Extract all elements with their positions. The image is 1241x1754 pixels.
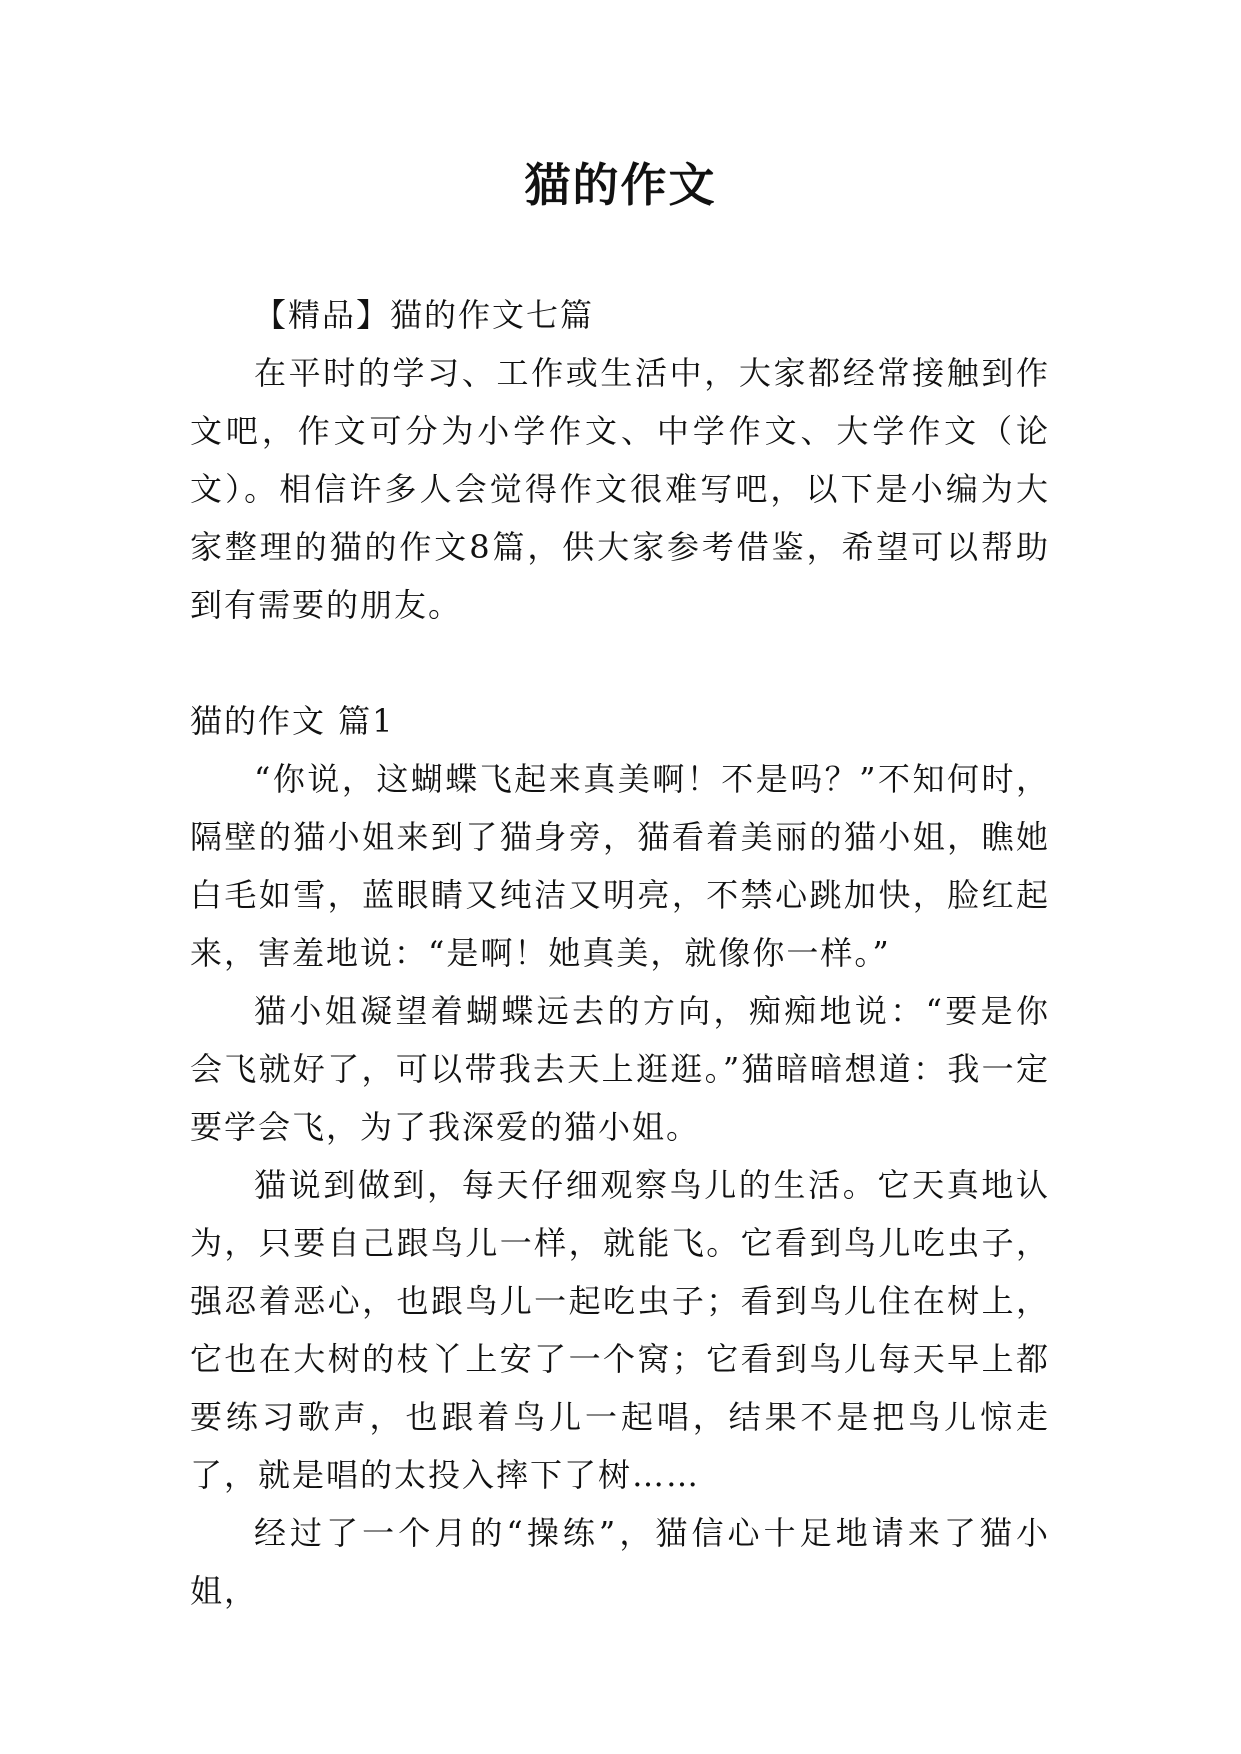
- body-paragraph: 经过了一个月的“操练”，猫信心十足地请来了猫小姐，: [190, 1514, 1050, 1610]
- body-paragraph: “你说，这蝴蝶飞起来真美啊！不是吗？”不知何时，隔壁的猫小姐来到了猫身旁，猫看着美丽的猫小姐，瞧她白毛如雪，蓝眼睛又纯洁又明亮，不禁心跳加快，脸红起来，害羞地说：“是啊！她真美，就像你一样。”: [190, 760, 1050, 972]
- body-paragraph: 猫小姐凝望着蝴蝶远去的方向，痴痴地说：“要是你会飞就好了，可以带我去天上逛逛。”猫暗暗想道：我一定要学会飞，为了我深爱的猫小姐。: [190, 992, 1050, 1146]
- intro-paragraph: 在平时的学习、工作或生活中，大家都经常接触到作文吧，作文可分为小学作文、中学作文、大学作文（论文）。相信许多人会觉得作文很难写吧，以下是小编为大家整理的猫的作文8篇，供大家参考借鉴，希望可以帮助到有需要的朋友。: [190, 354, 1050, 624]
- document-title: 猫的作文: [524, 158, 717, 212]
- body-paragraph: 猫说到做到，每天仔细观察鸟儿的生活。它天真地认为，只要自己跟鸟儿一样，就能飞。它看到鸟儿吃虫子，强忍着恶心，也跟鸟儿一起吃虫子；看到鸟儿住在树上，它也在大树的枝丫上安了一个窝；它看到鸟儿每天早上都要练习歌声，也跟着鸟儿一起唱，结果不是把鸟儿惊走了，就是唱的太投入摔下了树……: [190, 1166, 1050, 1494]
- document-body: [190, 286, 1050, 1620]
- document-subtitle: 【精品】猫的作文七篇: [254, 296, 595, 334]
- section-heading: 猫的作文 篇1: [190, 702, 395, 740]
